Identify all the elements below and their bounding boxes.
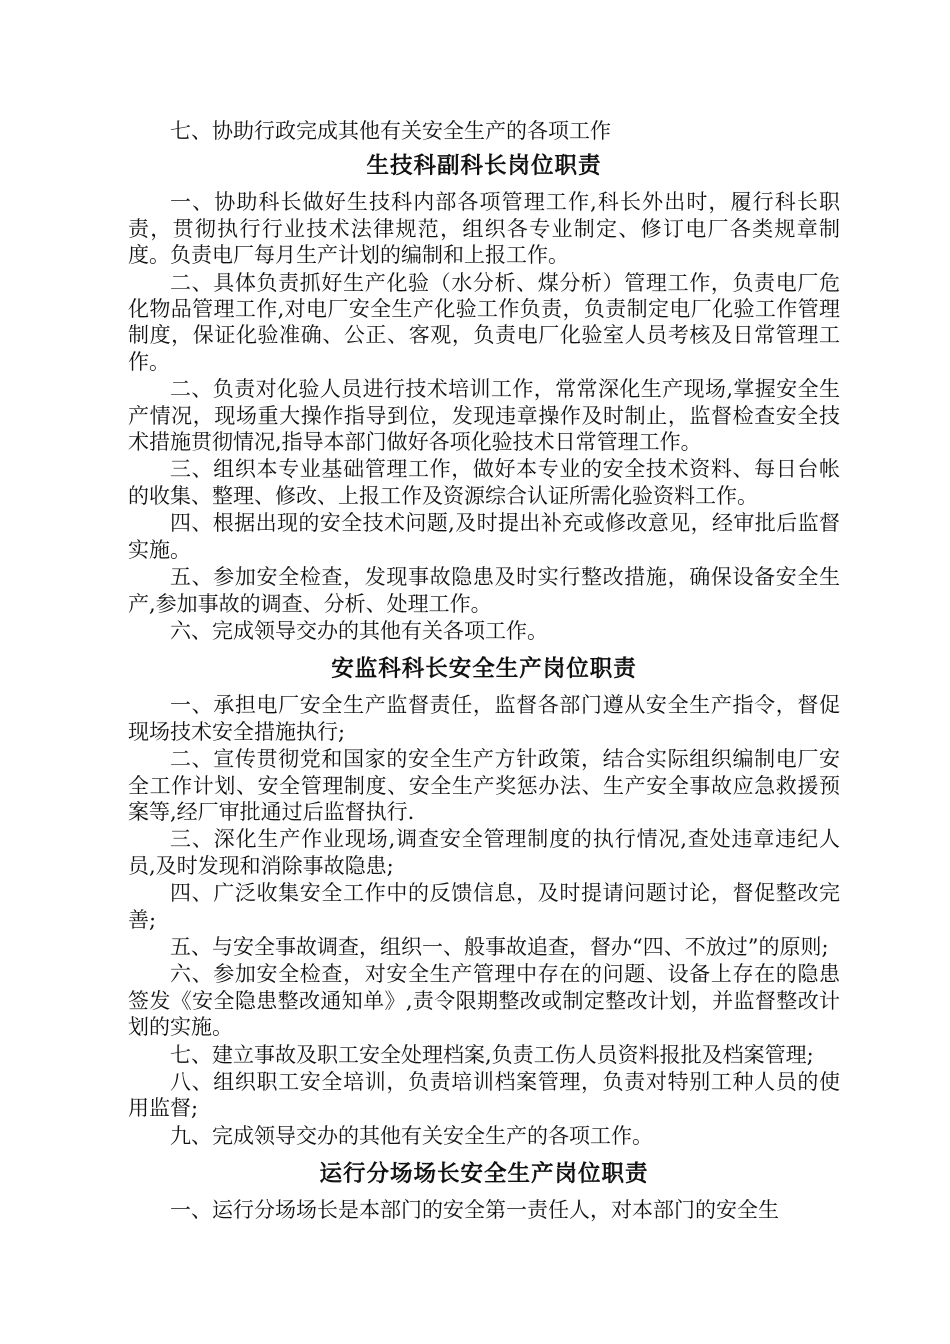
paragraph: 二、负责对化验人员进行技术培训工作，常常深化生产现场,掌握安全生产情况，现场重大操作指导到位，发现违章操作及时制止，监督检查安全技术措施贯彻情况,指导本部门做好各项化验技术日常管理工作。 (128, 377, 840, 455)
section-deputy-tech-chief (128, 151, 840, 644)
section-safety-chief (128, 654, 840, 1149)
section-title: 生技科副科长岗位职责 (366, 153, 602, 180)
paragraph: 二、具体负责抓好生产化验（水分析、煤分析）管理工作，负责电厂危化物品管理工作,对电厂安全生产化验工作负责，负责制定电厂化验工作管理制度，保证化验准确、公正、客观，负责电厂化验室人员考核及日常管理工作。 (128, 270, 840, 374)
paragraph: 一、运行分场场长是本部门的安全第一责任人，对本部门的安全生 (170, 1198, 779, 1223)
paragraph: 一、承担电厂安全生产监督责任，监督各部门遵从安全生产指令，督促现场技术安全措施执行; (128, 693, 840, 744)
section-title: 安监科科长安全生产岗位职责 (331, 656, 637, 683)
paragraph: 三、组织本专业基础管理工作，做好本专业的安全技术资料、每日台帐的收集、整理、修改、上报工作及资源综合认证所需化验资料工作。 (128, 457, 840, 508)
paragraph: 七、建立事故及职工安全处理档案,负责工伤人员资料报批及档案管理; (170, 1042, 814, 1067)
paragraph: 三、深化生产作业现场,调查安全管理制度的执行情况,查处违章违纪人员,及时发现和消除事故隐患; (128, 827, 840, 878)
lead-line: 七、协助行政完成其他有关安全生产的各项工作 (170, 119, 611, 143)
document-page (128, 118, 840, 1225)
paragraph: 一、协助科长做好生技科内部各项管理工作,科长外出时，履行科长职责，贯彻执行行业技术法律规范，组织各专业制定、修订电厂各类规章制度。负责电厂每月生产计划的编制和上报工作。 (128, 190, 840, 268)
section-operations-head (128, 1159, 840, 1223)
paragraph: 六、参加安全检查，对安全生产管理中存在的问题、设备上存在的隐患签发《安全隐患整改通知单》,责令限期整改或制定整改计划，并监督整改计划的实施。 (128, 962, 840, 1040)
section-title: 运行分场场长安全生产岗位职责 (319, 1161, 649, 1188)
paragraph: 八、组织职工安全培训，负责培训档案管理，负责对特别工种人员的使用监督; (128, 1070, 840, 1121)
paragraph: 二、宣传贯彻党和国家的安全生产方针政策，结合实际组织编制电厂安全工作计划、安全管理制度、安全生产奖惩办法、生产安全事故应急救援预案等,经厂审批通过后监督执行. (128, 747, 840, 824)
paragraph: 四、广泛收集安全工作中的反馈信息，及时提请问题讨论，督促整改完善; (128, 881, 840, 932)
paragraph: 五、与安全事故调查，组织一、般事故追查，督办“四、不放过”的原则; (170, 934, 829, 959)
paragraph: 九、完成领导交办的其他有关安全生产的各项工作。 (170, 1123, 653, 1148)
paragraph: 六、完成领导交办的其他有关各项工作。 (170, 618, 548, 643)
paragraph: 五、参加安全检查，发现事故隐患及时实行整改措施，确保设备安全生产,参加事故的调查、分析、处理工作。 (128, 565, 840, 616)
paragraph: 四、根据出现的安全技术问题,及时提出补充或修改意见，经审批后监督实施。 (128, 511, 840, 562)
